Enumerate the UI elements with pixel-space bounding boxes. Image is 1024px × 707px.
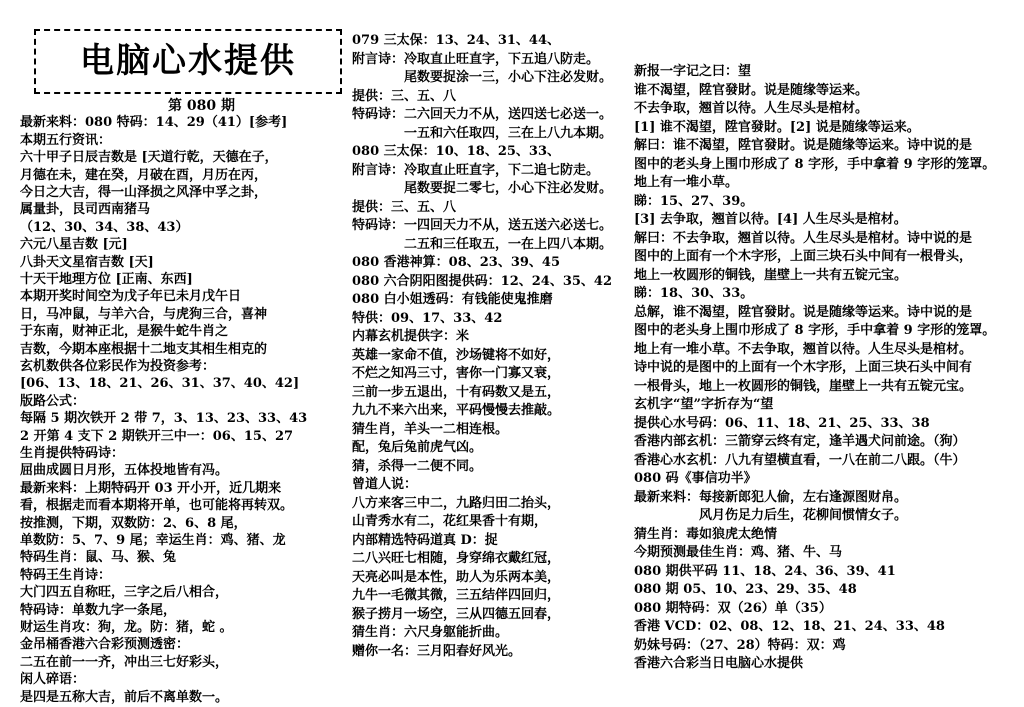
text-line: 九九不来六出来，平码慢慢去推敲。 xyxy=(352,403,561,418)
title-box xyxy=(34,29,342,94)
text-line: 二五和三任取五，一在上四八本期。 xyxy=(352,236,613,252)
text-line: 月德在未，建在癸，月破在酉，月历在丙， xyxy=(20,167,268,183)
text-line: 曾道人说： xyxy=(352,477,418,492)
text-line: 不去争取，翘首以待。人生尽头是棺材。 xyxy=(634,101,869,116)
text-line: 一根骨头，地上一枚圆形的铜钱，崖壁上一共有五锭元宝。 xyxy=(634,378,973,394)
text-line: 地上有一堆小草。 xyxy=(634,175,739,190)
text-line: 特码诗：一四回天力不从，送五送六必送七。 xyxy=(352,218,613,233)
text-line: 080 六合阴阳图提供码：12、24、35、42 xyxy=(352,273,613,289)
text-line: 今日之大吉，得一山泽损之风泽中孚之卦， xyxy=(20,185,268,200)
text-line: 二八兴旺七相随，身穿绵衣戴红冠， xyxy=(352,551,561,566)
text-line: 地上一枚圆形的铜钱，崖壁上一共有五锭元宝。 xyxy=(634,267,908,283)
text-line: 特码王生肖诗： xyxy=(20,567,112,583)
text-line: 猜生肖：毒如狼虎太绝情 xyxy=(634,526,778,542)
text-line: 不烂之知冯三寸，害你一门寡又衰， xyxy=(352,366,561,381)
text-line: 单数防：5、7、9 尾；幸运生肖：鸡、猪、龙 xyxy=(20,533,286,548)
text-line: 内部精选特码道真 D：捉 xyxy=(352,532,498,548)
text-line: 猴子捞月一场空，三从四德五回春， xyxy=(352,606,561,622)
text-line: 080 期 05、10、23、29、35、48 xyxy=(634,582,857,597)
text-line: 香港心水玄机：八九有望横直看，一八在前二八跟。（牛） xyxy=(634,452,966,468)
issue-number: 第 080 期 xyxy=(168,98,235,114)
text-line: 特码生肖：鼠、马、猴、兔 xyxy=(20,550,177,566)
text-line: 图中的老头身上围巾形成了 8 字形，手中拿着 9 字形的笼罩。 xyxy=(634,323,996,338)
text-line: 解曰：不去争取，翘首以待。人生尽头是棺材。诗中说的是 xyxy=(634,230,973,246)
text-line: 080 三太保：10、18、25、33、 xyxy=(352,144,561,159)
text-line: 地上有一堆小草。不去争取，翘首以待。人生尽头是棺材。 xyxy=(634,341,973,357)
text-line: [3] 去争取，翘首以待。[4] 人生尽头是棺材。 xyxy=(634,212,907,227)
text-line: 提供：三、五、八 xyxy=(352,199,457,215)
text-line: 一五和六任取四，三在上八九本期。 xyxy=(352,125,613,141)
text-line: 每隔 5 期次铁开 2 带 7，3、13、23、33、43 xyxy=(20,411,308,427)
text-line: 天亮必叫是本性，助人为乐两本美， xyxy=(352,569,561,585)
text-line: 看，根据走而看本期将开单，也可能将再转双。 xyxy=(20,498,294,514)
text-line: 079 三太保：13、24、31、44、 xyxy=(352,33,561,48)
text-line: 附言诗：冷取直止旺直字，下五追八防走。 xyxy=(352,51,600,67)
text-line: 奶妹号码：（27、28）特码：双：鸡 xyxy=(634,637,846,653)
text-line: 本期开奖时间空为戊子年已未月戊午日 xyxy=(20,289,242,305)
text-line: 猜生肖，羊头一二相连根。 xyxy=(352,421,509,437)
text-line: 赠你一名：三月阳春好风光。 xyxy=(352,643,522,659)
text-line: 080 期特码：双（26）单（35） xyxy=(634,600,832,616)
text-line: 配，兔后兔前虎气凶。 xyxy=(352,440,483,455)
text-line: 谁不渴望，陞官發財。说是随缘等运来。 xyxy=(634,82,869,98)
text-line: 本期五行资讯： xyxy=(20,132,112,148)
text-line: 解曰：谁不渴望，陞官發財。说是随缘等运来。诗中说的是 xyxy=(634,138,973,153)
text-line: 闲人碎语： xyxy=(20,672,86,688)
text-line: 生肖提供特码诗： xyxy=(20,446,125,461)
text-line: 最新来料：080 特码：14、29（41）[参考] xyxy=(20,115,288,131)
text-line: 睇：18、30、33。 xyxy=(634,286,754,301)
text-line: 猜，杀得一二便不同。 xyxy=(352,458,483,474)
text-line: 香港六合彩当日电脑心水提供 xyxy=(634,656,804,671)
text-line: 最新来料：上期特码开 03 开小开，近几期来 xyxy=(20,480,282,496)
text-line: 玄机数供各位彩民作为投资参考： xyxy=(20,359,216,374)
text-line: 日，马冲鼠，与羊六合，与虎狗三合，喜神 xyxy=(20,306,268,322)
text-line: 提供心水号码：06、11、18、21、25、33、38 xyxy=(634,415,930,431)
text-line: 大门四五自称旺，三字之后八相合， xyxy=(20,585,229,601)
text-line: 附言诗：冷取直止旺直字，下二追七防走。 xyxy=(352,162,600,178)
text-line: [06、13、18、21、26、31、37、40、42] xyxy=(20,376,300,392)
text-line: 尾数要捉二零七，小心下注必发财。 xyxy=(352,181,613,196)
text-line: 金吊桶香港六合彩预测透密： xyxy=(20,637,190,653)
text-line: 特码诗：单数九字一条尾， xyxy=(20,602,177,618)
text-line: 尾数要捉涂一三，小心下注必发财。 xyxy=(352,70,613,85)
text-line: 英雄一家命不值，沙场键将不如好， xyxy=(352,347,561,363)
text-line: （12、30、34、38、43） xyxy=(20,219,189,235)
text-line: 080 香港神算：08、23、39、45 xyxy=(352,255,561,270)
text-line: 风月伤足力后生，花柳间惯情女子。 xyxy=(634,508,908,523)
text-line: 屈曲成圆日月形，五体投地皆有冯。 xyxy=(20,463,229,479)
text-line: 080 白小姐透码：有钱能使鬼推磨 xyxy=(352,292,553,307)
text-line: 2 开第 4 支下 2 期铁开三中一：06、15、27 xyxy=(20,428,294,444)
text-line: 诗中说的是图中的上面有一个木字形，上面三块石头中间有 xyxy=(634,360,973,375)
text-line: 财运生肖攻：狗，龙。防：猪，蛇 。 xyxy=(20,620,233,635)
text-line: 内幕玄机提供字：米 xyxy=(352,329,470,344)
text-line: 六十甲子日辰吉数是 [天道行乾，天德在子， xyxy=(20,150,278,166)
text-line: 图中的老头身上围巾形成了 8 字形，手中拿着 9 字形的笼罩。 xyxy=(634,156,996,172)
text-line: 080 码《事信功半》 xyxy=(634,471,757,486)
text-line: 六元八星吉数 [元] xyxy=(20,237,128,253)
text-line: 八方来客三中二，九路归田二抬头， xyxy=(352,495,561,511)
text-line: 属量卦，艮司西南猪马 xyxy=(20,202,151,218)
text-line: 玄机字“望”字折存为“望 xyxy=(634,397,774,412)
text-line: 香港内部玄机：三箭穿云终有定，逢羊遇犬问前途。（狗） xyxy=(634,434,966,449)
text-line: 版路公式： xyxy=(20,393,86,409)
text-line: [1] 谁不渴望，陞官發財。[2] 说是随缘等运来。 xyxy=(634,119,920,135)
text-line: 十天干地理方位 [正南、东西] xyxy=(20,272,193,287)
text-line: 二五在前一一齐，冲出三七好彩头， xyxy=(20,654,229,670)
text-line: 九牛一毛微其微，三五结伴四回归， xyxy=(352,588,561,603)
text-line: 香港 VCD：02、08、12、18、21、24、33、48 xyxy=(634,619,945,634)
text-line: 080 期供平码 11、18、24、36、39、41 xyxy=(634,563,896,579)
text-line: 今期预测最佳生肖：鸡、猪、牛、马 xyxy=(634,545,843,560)
page-title: 电脑心水提供 xyxy=(80,41,296,81)
text-line: 特供：09、17、33、42 xyxy=(352,310,503,326)
text-line: 特码诗：二六回天力不从，送四送七必送一。 xyxy=(352,107,613,122)
text-line: 按推测，下期，双数防：2、6、8 尾， xyxy=(20,515,247,531)
text-line: 最新来料：每接新郎犯人偷，左右逢源图财帛。 xyxy=(634,489,908,505)
text-line: 睇：15、27、39。 xyxy=(634,193,754,209)
text-line: 猜生肖：六尺身躯能折曲。 xyxy=(352,625,509,640)
text-line: 三前一步五退出，十有码数又是五， xyxy=(352,384,561,400)
text-line: 吉数，今期本座根据十二地支其相生相克的 xyxy=(20,341,268,357)
text-line: 图中的上面有一个木字形，上面三块石头中间有一根骨头， xyxy=(634,249,973,264)
text-line: 总解，谁不渴望，陞官發財。说是随缘等运来。诗中说的是 xyxy=(634,304,973,320)
text-line: 于东南，财神正北，是猴牛蛇牛肖之 xyxy=(20,324,229,340)
text-line: 提供：三、五、八 xyxy=(352,88,457,104)
text-line: 新报一字记之曰：望 xyxy=(634,64,752,79)
text-line: 八卦天文星宿吉数 [天] xyxy=(20,254,154,270)
text-line: 山青秀水有二，花红果香十有期， xyxy=(352,514,548,529)
text-line: 是四是五称大吉，前后不离单数一。 xyxy=(20,689,229,705)
